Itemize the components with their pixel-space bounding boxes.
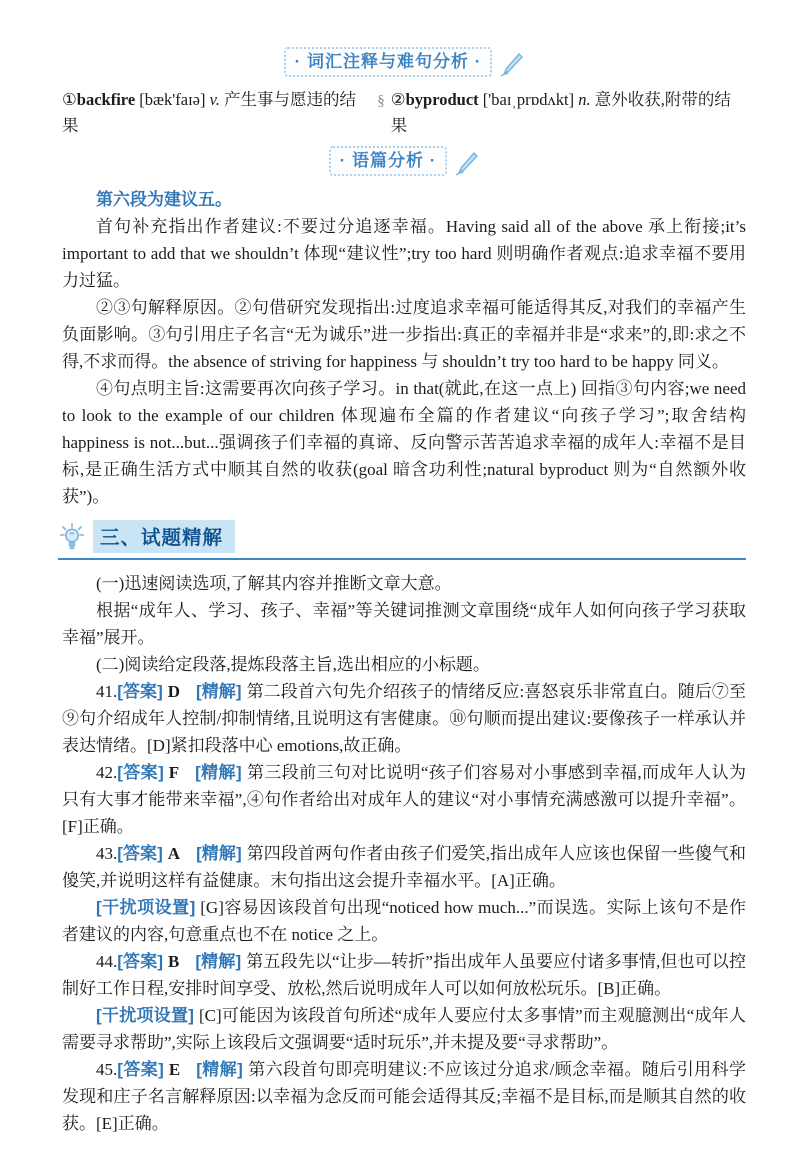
vocab-phonetic: ['baɪˌprɒdʌkt] <box>482 90 575 109</box>
explain-label: [精解] <box>195 763 242 783</box>
vocab-entry-2 <box>391 87 746 138</box>
vocab-entry-number: ① <box>62 90 77 109</box>
vocab-entry-number: ② <box>390 90 406 109</box>
discourse-lead: 第六段为建议五。 <box>96 190 232 210</box>
question-number: 43. <box>96 844 118 864</box>
discourse-section-header: · 语篇分析 · <box>329 146 448 176</box>
answer-label: [答案] <box>117 682 163 702</box>
vocab-word: backfire <box>76 90 136 109</box>
vocab-entry-1 <box>62 87 371 138</box>
explain-label: [精解] <box>196 682 242 702</box>
qa-item-42 <box>62 759 746 840</box>
answer-letter: A <box>167 844 181 864</box>
explanation-text: 第五段先以“让步—转折”指出成年人虽要应付诸多事情,但也可以控制好工作日程,安排时间享受、放松,然后说明成年人可以如何放松玩乐。[B]正确。 <box>62 952 746 999</box>
pen-icon <box>498 52 524 78</box>
vocab-meaning: 产生事与愿违的结果 <box>62 90 356 135</box>
answer-label: [答案] <box>117 952 164 972</box>
distractor-label: [干扰项设置] <box>96 1006 194 1026</box>
explain-label: [精解] <box>196 1060 243 1080</box>
explanation-text: 第三段前三句对比说明“孩子们容易对小事感到幸福,而成年人认为只有大事才能带来幸福”,④句作者给出对成年人的建议“对小事情充满感激可以提升幸福”。[F]正确。 <box>62 763 746 837</box>
vocab-header-row <box>62 46 746 78</box>
explain-label: [精解] <box>196 844 242 864</box>
discourse-paragraph: ②③句解释原因。②句借研究发现指出:过度追求幸福可能适得其反,对我们的幸福产生负面影响。③句引用庄子名言“无为诚乐”进一步指出:真正的幸福并非是“求来”的,即:求之不得,不求而得。the absence of striving for happiness 与 shouldn’t try too hard to be happy 同义。 <box>62 298 746 372</box>
discourse-paragraph: ④句点明主旨:这需要再次向孩子学习。in that(就此,在这一点上) 回指③句内容;we need to look to the example of our children 体现遍布全篇的作者建议“向孩子学习”;取舍结构 happiness is not...but...强调孩子们幸福的真谛、反向警示苦苦追求幸福的成年人:幸福不是目标,是正确生活方式中顺其自然的收获(goal 暗含功利性;natural byproduct 则为“自然额外收获”)。 <box>62 379 746 507</box>
question-number: 41. <box>96 682 118 702</box>
discourse-paragraph: 首句补充指出作者建议:不要过分追逐幸福。Having said all of the above 承上衔接;it’s important to add that we shouldn’t 体现“建议性”;try too hard 则明确作者观点:追求幸福不要用力过猛。 <box>62 217 746 291</box>
explain-label: [精解] <box>195 952 242 972</box>
qa-item-43 <box>62 840 746 894</box>
answer-label: [答案] <box>117 763 164 783</box>
qa-item-44 <box>62 948 746 1002</box>
discourse-header-row <box>62 145 746 177</box>
qa-item-41 <box>62 678 746 759</box>
vocab-entries-line <box>62 87 746 138</box>
question-number: 45. <box>96 1060 118 1080</box>
explanation-text: 第四段首两句作者由孩子们爱笑,指出成年人应该也保留一些傻气和傻笑,并说明这样有益健康。末句指出这会提升幸福水平。[A]正确。 <box>62 844 747 891</box>
explanation-text: 第六段首句即亮明建议:不应该过分追求/顾念幸福。随后引用科学发现和庄子名言解释原因:以幸福为念反而可能会适得其反;幸福不是目标,而是顺其自然的收获。[E]正确。 <box>62 1060 747 1134</box>
distractor-text: [C]可能因为该段首句所述“成年人要应付太多事情”而主观臆测出“成年人需要寻求帮助”,实际上该段后文强调要“适时玩乐”,并未提及要“寻求帮助”。 <box>62 1006 747 1053</box>
answer-letter: E <box>168 1060 181 1080</box>
distractor-text: [G]容易因该段首句出现“noticed how much...”而误选。实际上该句不是作者建议的内容,句意重点也不在 notice 之上。 <box>62 898 746 945</box>
vocab-meaning: 意外收获,附带的结果 <box>390 90 731 135</box>
answer-letter: D <box>167 682 181 702</box>
vocab-pos: n. <box>578 90 591 109</box>
distractor-label: [干扰项设置] <box>96 898 196 918</box>
intro-step: (一)迅速阅读选项,了解其内容并推断文章大意。 <box>96 574 452 594</box>
qa-item-45 <box>62 1056 746 1137</box>
vocab-phonetic: [bæk'faɪə] <box>139 90 206 109</box>
intro-step: (二)阅读给定段落,提炼段落主旨,选出相应的小标题。 <box>96 655 490 675</box>
vocab-pos: v. <box>209 90 220 109</box>
pen-icon <box>453 151 479 177</box>
answer-letter: F <box>168 763 180 783</box>
questions-section-title: 三、试题精解 <box>93 520 235 553</box>
lightbulb-icon <box>58 522 86 552</box>
intro-step: 根据“成年人、学习、孩子、幸福”等关键词推测文章围绕“成年人如何向孩子学习获取幸福”展开。 <box>62 601 746 648</box>
vocab-section-header: · 词汇注释与难句分析 · <box>284 47 493 77</box>
distractor-note-43 <box>62 894 746 948</box>
answer-letter: B <box>168 952 180 972</box>
distractor-note-44 <box>62 1002 746 1056</box>
question-number: 42. <box>96 763 118 783</box>
question-number: 44. <box>96 952 118 972</box>
questions-section-header <box>58 520 746 560</box>
answer-label: [答案] <box>117 1060 164 1080</box>
vocab-word: byproduct <box>405 90 479 109</box>
explanation-text: 第二段首六句先介绍孩子的情绪反应:喜怒哀乐非常直白。随后⑦至⑨句介绍成年人控制/抑制情绪,且说明这有害健康。⑩句顺而提出建议:要像孩子一样承认并表达情绪。[D]紧扣段落中心 emotions,故正确。 <box>62 682 746 756</box>
vocab-separator: § <box>377 93 385 109</box>
answer-label: [答案] <box>117 844 163 864</box>
